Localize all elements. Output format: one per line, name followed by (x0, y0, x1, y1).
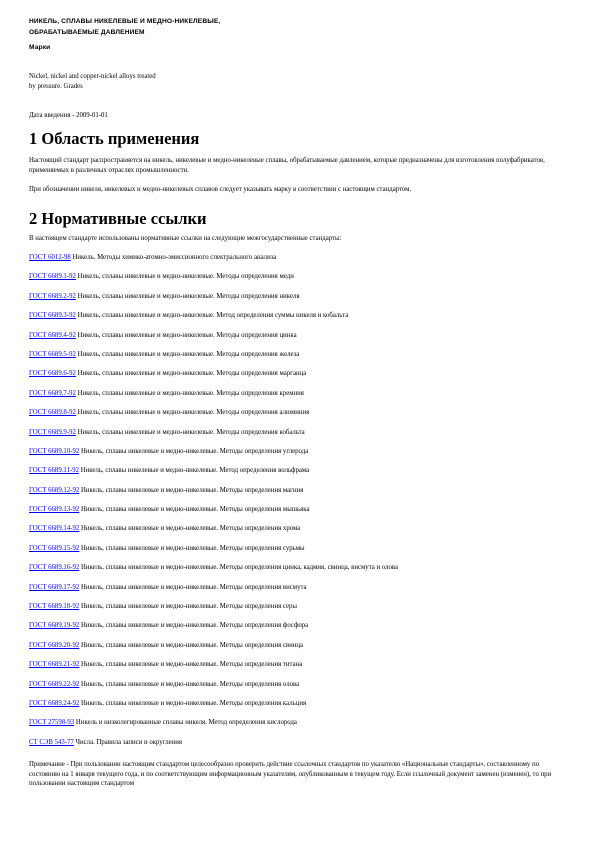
reference-title: Никель, сплавы никелевые и медно-никелевые. Методы определения хрома (79, 525, 301, 533)
reference-item (29, 253, 569, 272)
reference-item (29, 583, 569, 602)
english-title-line1: Nickel, nickel and copper-nickel alloys treated (29, 73, 156, 80)
reference-item (29, 331, 569, 350)
reference-title: Никель, сплавы никелевые и медно-никелевые. Методы определения углерода (79, 447, 309, 455)
reference-title: Никель, сплавы никелевые и медно-никелевые. Метод определения суммы никеля и кобальта (75, 312, 349, 320)
reference-item (29, 563, 569, 582)
references-intro: В настоящем стандарте использованы нормативные ссылки на следующие межгосударственные стандарты: (29, 235, 342, 242)
reference-title: Никель, сплавы никелевые и медно-никелевые. Методы определения кремния (75, 389, 304, 397)
reference-link[interactable]: ГОСТ 6689.11-92 (29, 467, 80, 475)
reference-link[interactable]: ГОСТ 6689.4-92 (29, 331, 76, 339)
references-list (29, 253, 569, 757)
reference-title: Никель, сплавы никелевые и медно-никелевые. Методы определения олова (79, 680, 300, 688)
reference-link[interactable]: ГОСТ 6689.2-92 (29, 292, 76, 300)
note-paragraph: Примечание - При пользовании настоящим стандартом целесообразно проверить действие ссылочных стандартов по указателю «Национальные стандарты», составленному по состоянию на 1 января текущего года, и по соответствующим информационным указателям, опубликованным в текущем году. Если ссылочный документ заменен (изменен), то при пользовании настоящим стандартом (29, 761, 552, 788)
reference-title: Никель, сплавы никелевые и медно-никелевые. Методы определения свинца (79, 641, 304, 649)
reference-link[interactable]: ГОСТ 6689.8-92 (29, 409, 76, 417)
reference-title: Никель, сплавы никелевые и медно-никелевые. Методы определения меди (75, 273, 294, 281)
reference-item (29, 738, 569, 757)
section-heading-references: 2 Нормативные ссылки (29, 209, 207, 228)
reference-title: Никель, сплавы никелевые и медно-никелевые. Методы определения марганца (75, 370, 307, 378)
reference-title: Никель, сплавы никелевые и медно-никелевые. Методы определения висмута (79, 583, 307, 591)
reference-item (29, 680, 569, 699)
reference-item (29, 699, 569, 718)
reference-item (29, 408, 569, 427)
reference-item (29, 389, 569, 408)
reference-title: Никель, сплавы никелевые и медно-никелевые. Методы определения цинка (75, 331, 297, 339)
reference-item (29, 718, 569, 737)
reference-item (29, 447, 569, 466)
reference-item (29, 428, 569, 447)
doc-title-line1: НИКЕЛЬ, СПЛАВЫ НИКЕЛЕВЫЕ И МЕДНО-НИКЕЛЕВЫЕ, (29, 18, 221, 25)
reference-link[interactable]: СТ СЭВ 543-77 (29, 738, 74, 746)
reference-link[interactable]: ГОСТ 6689.17-92 (29, 583, 80, 591)
reference-item (29, 602, 569, 621)
reference-link[interactable]: ГОСТ 6689.14-92 (29, 525, 80, 533)
reference-title: Никель, сплавы никелевые и медно-никелевые. Методы определения серы (79, 603, 297, 611)
reference-item (29, 660, 569, 679)
reference-link[interactable]: ГОСТ 6689.16-92 (29, 564, 80, 572)
reference-item (29, 272, 569, 291)
reference-item (29, 641, 569, 660)
reference-link[interactable]: ГОСТ 6689.1-92 (29, 273, 76, 281)
doc-subtitle: Марки (29, 44, 51, 51)
reference-item (29, 524, 569, 543)
reference-link[interactable]: ГОСТ 6689.13-92 (29, 506, 80, 514)
reference-link[interactable]: ГОСТ 6689.3-92 (29, 312, 76, 320)
reference-item (29, 350, 569, 369)
reference-title: Никель, сплавы никелевые и медно-никелевые. Методы определения мышьяка (79, 506, 310, 514)
reference-link[interactable]: ГОСТ 6689.6-92 (29, 370, 76, 378)
reference-item (29, 369, 569, 388)
reference-title: Никель, сплавы никелевые и медно-никелевые. Методы определения фосфора (79, 622, 309, 630)
reference-link[interactable]: ГОСТ 6689.24-92 (29, 699, 80, 707)
section-heading-scope: 1 Область применения (29, 129, 200, 148)
reference-title: Никель, сплавы никелевые и медно-никелевые. Метод определения вольфрама (79, 467, 310, 475)
reference-title: Никель, сплавы никелевые и медно-никелевые. Методы определения магния (79, 486, 304, 494)
reference-link[interactable]: ГОСТ 6689.5-92 (29, 350, 76, 358)
reference-link[interactable]: ГОСТ 6689.10-92 (29, 447, 80, 455)
document-page (29, 16, 569, 795)
reference-item (29, 311, 569, 330)
reference-link[interactable]: ГОСТ 6689.21-92 (29, 661, 80, 669)
reference-item (29, 544, 569, 563)
reference-link[interactable]: ГОСТ 6689.7-92 (29, 389, 76, 397)
effective-date: Дата введения - 2009-01-01 (29, 112, 108, 119)
reference-title: Числа. Правила записи и округления (73, 738, 182, 746)
english-title-line2: by pressure. Grades (29, 83, 83, 90)
reference-link[interactable]: ГОСТ 6689.20-92 (29, 641, 80, 649)
reference-link[interactable]: ГОСТ 6689.22-92 (29, 680, 80, 688)
reference-item (29, 621, 569, 640)
reference-title: Никель, сплавы никелевые и медно-никелевые. Методы определения цинка, кадмия, свинца, висмута и олова (79, 564, 399, 572)
reference-link[interactable]: ГОСТ 6689.9-92 (29, 428, 76, 436)
reference-title: Никель, сплавы никелевые и медно-никелевые. Методы определения никеля (75, 292, 300, 300)
reference-title: Никель, сплавы никелевые и медно-никелевые. Методы определения кальция (79, 699, 307, 707)
reference-link[interactable]: ГОСТ 6689.12-92 (29, 486, 80, 494)
reference-link[interactable]: ГОСТ 6689.19-92 (29, 622, 80, 630)
reference-title: Никель, сплавы никелевые и медно-никелевые. Методы определения железа (75, 350, 300, 358)
reference-title: Никель. Методы химико-атомно-эмиссионного спектрального анализа (70, 254, 277, 261)
reference-title: Никель, сплавы никелевые и медно-никелевые. Методы определения титана (79, 661, 303, 669)
reference-item (29, 486, 569, 505)
reference-link[interactable]: ГОСТ 6012-98 (29, 254, 71, 261)
scope-designation-paragraph: При обозначении никеля, никелевых и медно-никелевых сплавов следует указывать марку в соответствии с настоящим стандартом. (29, 186, 412, 193)
reference-title: Никель и низколегированные сплавы никеля. Метод определения кислорода (74, 719, 297, 727)
reference-title: Никель, сплавы никелевые и медно-никелевые. Методы определения кобальта (75, 428, 305, 436)
reference-title: Никель, сплавы никелевые и медно-никелевые. Методы определения сурьмы (79, 544, 305, 552)
reference-link[interactable]: ГОСТ 6689.18-92 (29, 603, 80, 611)
reference-link[interactable]: ГОСТ 27598-93 (29, 719, 75, 727)
scope-paragraph: Настоящий стандарт распространяется на никель, никелевые и медно-никелевые сплавы, обрабатываемые давлением, которые предназначены для изготовления полуфабрикатов, применяемых в различных отраслях промышленности. (29, 157, 545, 174)
doc-title-line2: ОБРАБАТЫВАЕМЫЕ ДАВЛЕНИЕМ (29, 29, 145, 36)
reference-item (29, 292, 569, 311)
reference-item (29, 505, 569, 524)
reference-title: Никель, сплавы никелевые и медно-никелевые. Методы определения алюминия (75, 409, 310, 417)
reference-link[interactable]: ГОСТ 6689.15-92 (29, 544, 80, 552)
reference-item (29, 466, 569, 485)
